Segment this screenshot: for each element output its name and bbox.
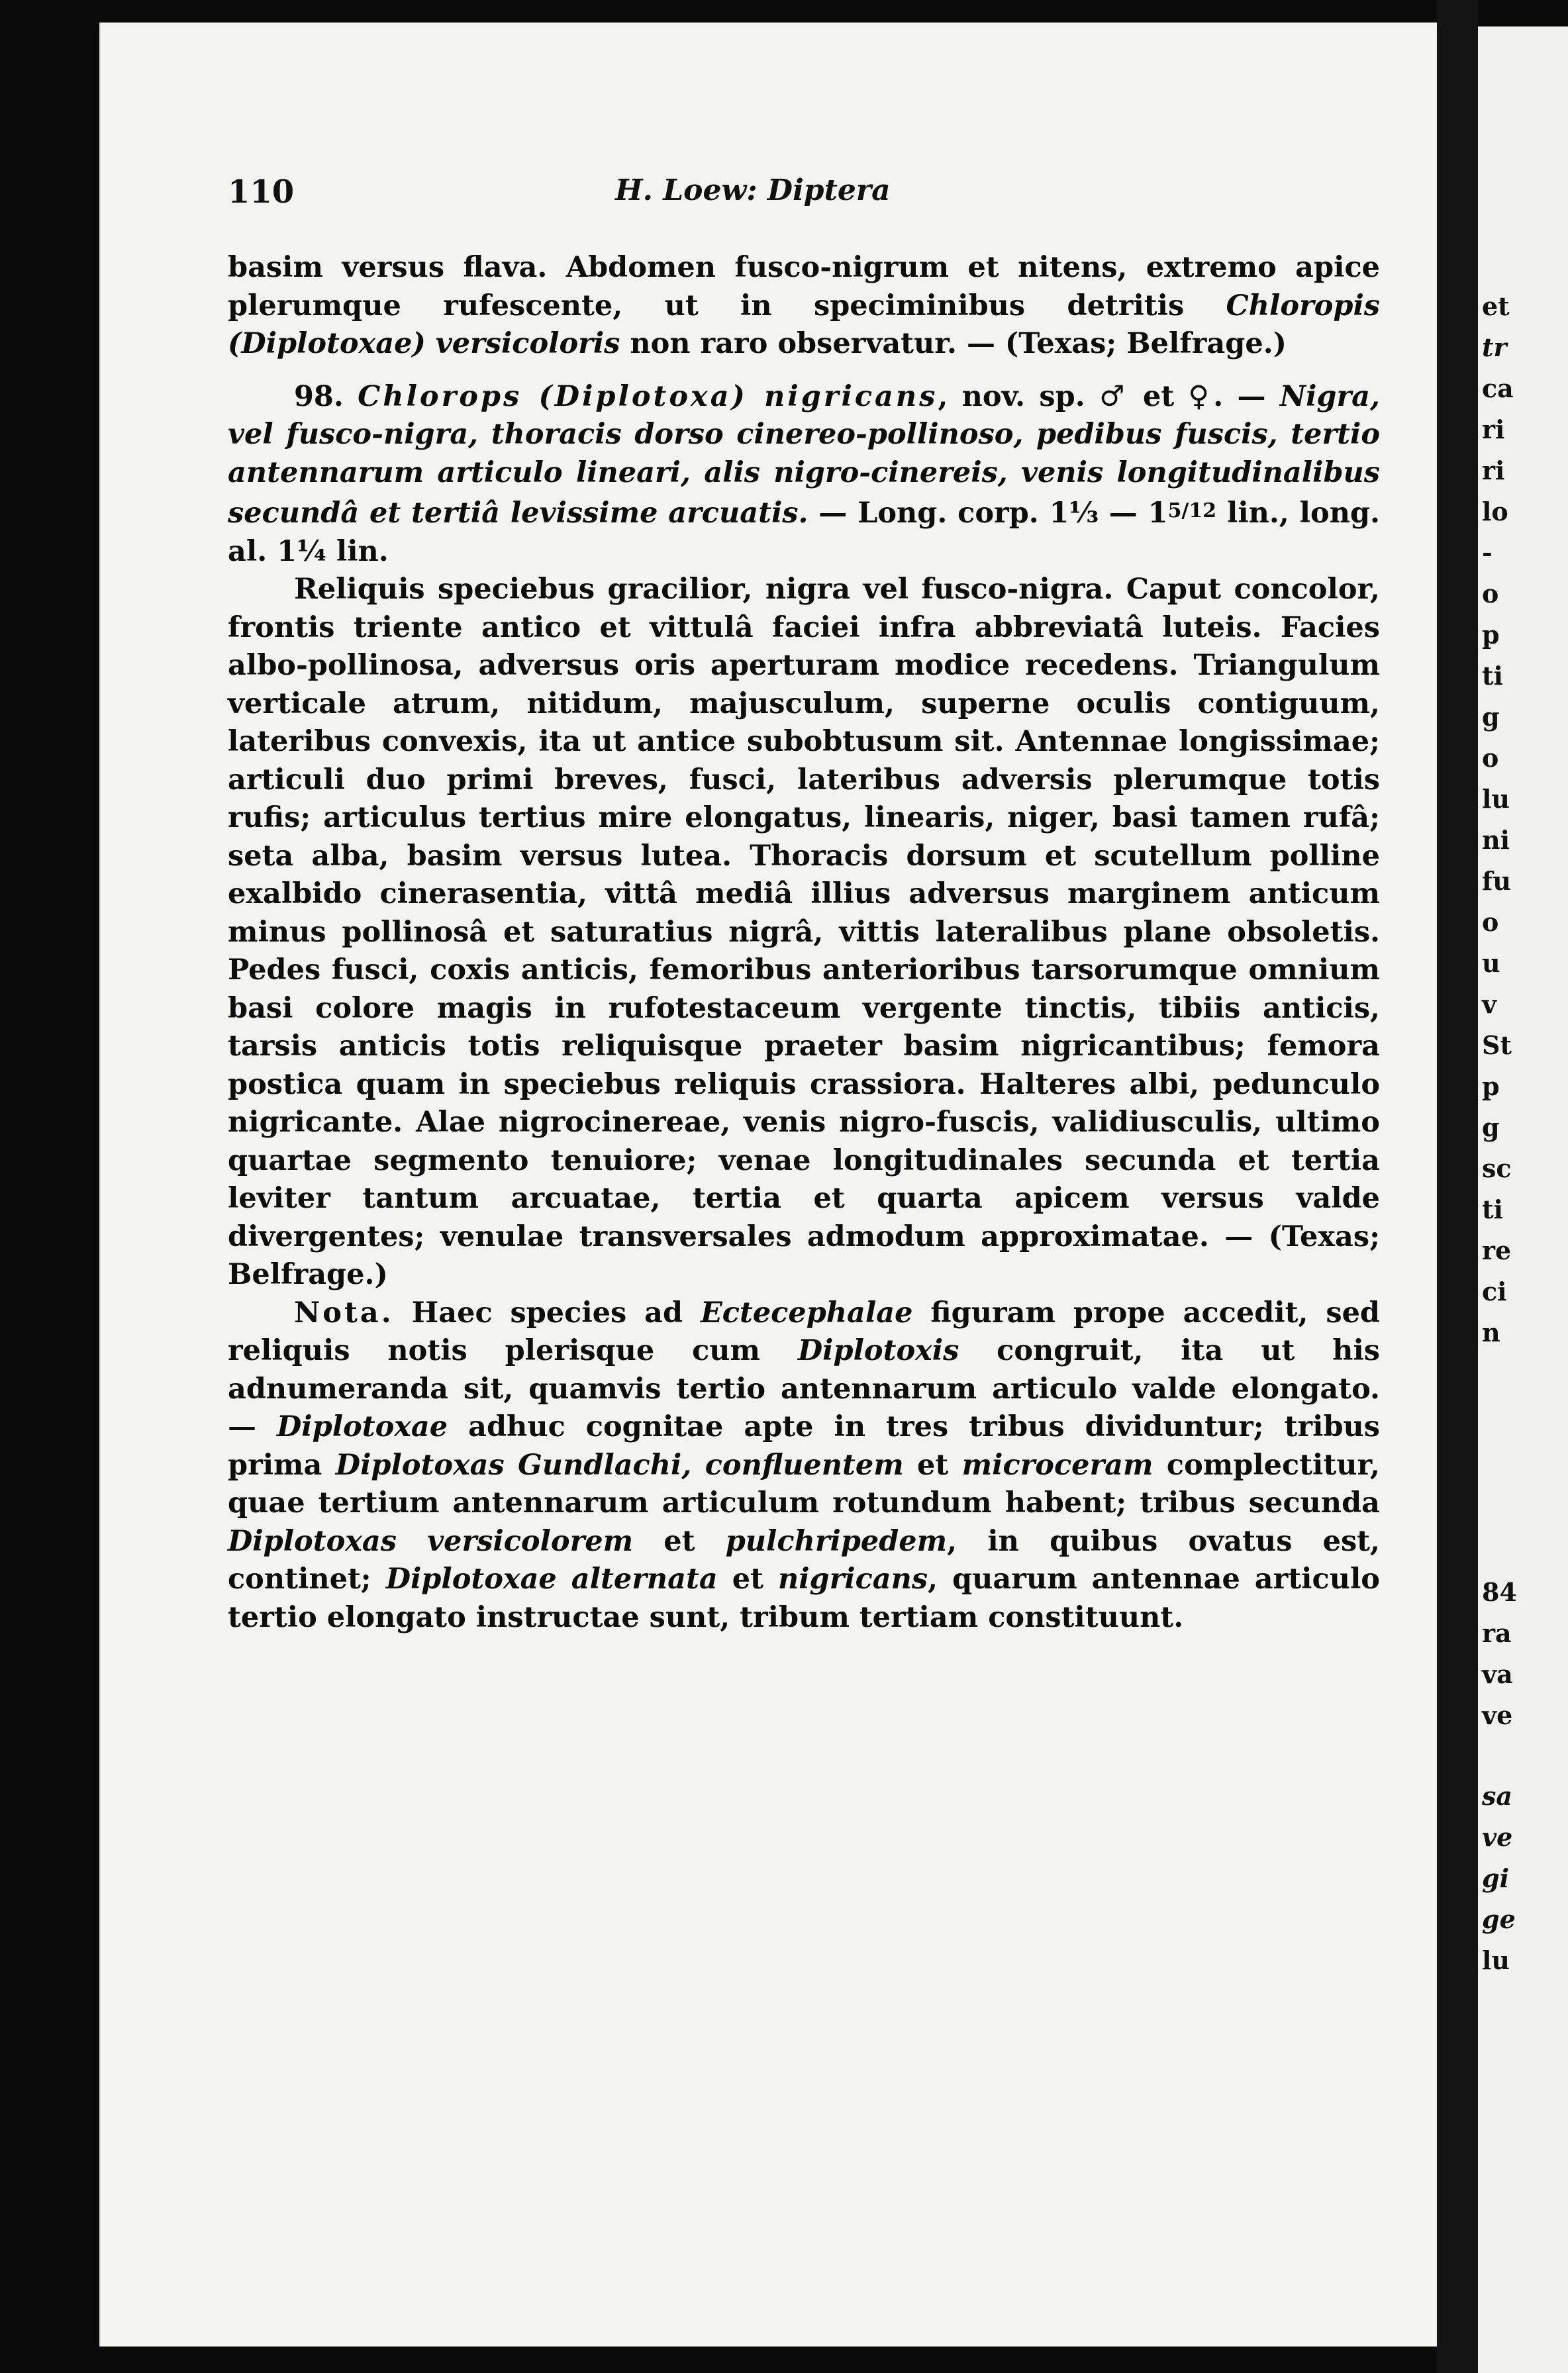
- text-run: congruit, ita ut his adnumeranda sit, quamvis tertio antennarum articulo valde elongato. —: [228, 1334, 1380, 1443]
- text-run: , nov. sp. ♂ et ♀. —: [938, 379, 1280, 413]
- facing-page-fragment: ra: [1482, 1618, 1512, 1648]
- facing-page-fragment: ni: [1482, 825, 1510, 855]
- facing-page-fragment: sc: [1482, 1153, 1512, 1183]
- facing-page-fragment: ve: [1482, 1822, 1513, 1852]
- page-header: [228, 173, 1380, 220]
- taxon: Diplotoxas versicolorem: [228, 1524, 634, 1558]
- nota-label: Nota.: [294, 1296, 394, 1330]
- taxon: nigricans: [777, 1563, 928, 1596]
- fraction: 5/12: [1167, 499, 1217, 522]
- facing-page-fragment: o: [1482, 579, 1499, 608]
- facing-page-fragment: ve: [1482, 1700, 1513, 1730]
- text-run: et: [903, 1448, 962, 1482]
- facing-page-fragment: o: [1482, 907, 1499, 937]
- species-name: Chlorops (Diplotoxa) nigricans: [358, 379, 938, 413]
- species-name: Chloropis (Diplotoxae) versicoloris: [228, 289, 1380, 360]
- facing-page-fragment: 84: [1482, 1577, 1517, 1607]
- facing-page-fragment: -: [1482, 538, 1493, 567]
- facing-page-fragment: lu: [1482, 1945, 1510, 1975]
- facing-page-fragment: v: [1482, 989, 1497, 1019]
- facing-page-fragment: n: [1482, 1318, 1500, 1347]
- facing-page-fragment: ci: [1482, 1277, 1507, 1306]
- species-entry-98: [228, 378, 1380, 571]
- facing-page-fragment: g: [1482, 1112, 1500, 1142]
- species-number: 98.: [294, 379, 358, 413]
- text-run: basim versus flava. Abdomen fusco-nigrum et nitens, extremo apice plerumque rufescente, ut in speciminibus detritis: [228, 251, 1380, 322]
- paragraph-continued: [228, 249, 1380, 363]
- text-run: , in quibus ovatus est, continet;: [228, 1524, 1380, 1596]
- text-run: adhuc cognitae apte in tres tribus dividuntur; tribus prima: [228, 1410, 1380, 1482]
- taxon: Diplotoxas Gundlachi, confluentem: [335, 1448, 904, 1482]
- diagnosis: Nigra, vel fusco-nigra, thoracis dorso cinereo-pollinoso, pedibus fuscis, tertio antennarum articulo lineari, alis nigro-cinereis, venis longitudinalibus secundâ et tertiâ levissime arcuatis.: [228, 379, 1380, 530]
- facing-page-fragment: g: [1482, 702, 1500, 732]
- facing-page-fragment: va: [1482, 1659, 1513, 1689]
- text-run: et: [633, 1524, 726, 1558]
- taxon: pulchripedem: [725, 1524, 948, 1558]
- body-text: [228, 249, 1380, 1637]
- facing-page-fragment: lo: [1482, 497, 1508, 526]
- facing-page-fragment: p: [1482, 620, 1500, 650]
- taxon: Diplotoxae: [277, 1410, 448, 1443]
- taxon: Ectecephalae: [701, 1296, 913, 1330]
- measurement: lin., long. al. 1¼ lin.: [228, 497, 1380, 568]
- facing-page-fragment: ge: [1482, 1904, 1516, 1934]
- taxon: Diplotoxae alternata: [385, 1563, 718, 1596]
- text-run: complectitur, quae tertium antennarum articulum rotundum habent; tribus secunda: [228, 1448, 1381, 1520]
- text-run: figuram prope accedit, sed reliquis notis plerisque cum: [228, 1296, 1380, 1367]
- taxon: Diplotoxis: [797, 1334, 959, 1367]
- facing-page-fragment: St: [1482, 1030, 1512, 1060]
- facing-page-fragment: sa: [1482, 1781, 1513, 1811]
- text-run: et: [717, 1563, 778, 1596]
- description-paragraph: Reliquis speciebus gracilior, nigra vel fusco-nigra. Caput concolor, frontis triente antico et vittulâ faciei infra abbreviatâ luteis. Facies albo-pollinosa, adversus oris aperturam modice recedens. Triangulum verticale atrum, nitidum, majusculum, superne oculis contiguum, lateribus convexis, ita ut antice subobtusum sit. Antennae longissimae; articuli duo primi breves, fusci, lateribus adversis plerumque totis rufis; articulus tertius mire elongatus, linearis, niger, basi tamen rufâ; seta alba, basim versus lutea. Thoracis dorsum et scutellum polline exalbido cinerasentia, vittâ mediâ illius adversus marginem anticum minus pollinosâ et saturatius nigrâ, vittis lateralibus plane obsoletis. Pedes fusci, coxis anticis, femoribus anterioribus tarsorumque omnium basi colore magis in rufotestaceum vergente tinctis, tibiis anticis, tarsis anticis totis reliquisque praeter basim nigricantibus; femora postica quam in speciebus reliquis crassiora. Halteres albi, pedunculo nigricante. Alae nigrocinereae, venis nigro-fuscis, validiusculis, ultimo quartae segmento tenuiore; venae longitudinales secunda et tertia leviter tantum arcuatae, tertia et quarta apicem versus valde divergentes; venulae transversales admodum approximatae. — (Texas; Belfrage.): [228, 573, 1380, 1291]
- nota-paragraph: [228, 1294, 1380, 1637]
- text-run: , quarum antennae articulo tertio elongato instructae sunt, tribum tertiam constituunt.: [228, 1563, 1380, 1634]
- facing-page-strip: [1478, 26, 1568, 2373]
- facing-page-fragment: u: [1482, 948, 1500, 978]
- text-run: non raro observatur. — (Texas; Belfrage.): [620, 327, 1287, 360]
- page-number: 110: [228, 173, 295, 211]
- facing-page-fragment: gi: [1482, 1863, 1510, 1893]
- facing-page-fragment: p: [1482, 1071, 1500, 1101]
- facing-page-fragment: et: [1482, 291, 1510, 321]
- running-title: H. Loew: Diptera: [615, 173, 891, 207]
- facing-page-fragment: ri: [1482, 456, 1505, 485]
- measurement: — Long. corp. 1⅓ — 1: [808, 497, 1168, 530]
- book-gutter: [1437, 0, 1478, 2373]
- facing-page-fragment: o: [1482, 743, 1499, 773]
- facing-page-fragment: tr: [1482, 332, 1507, 362]
- facing-page-fragment: fu: [1482, 866, 1511, 896]
- facing-page-fragment: re: [1482, 1235, 1512, 1265]
- facing-page-fragment: ca: [1482, 373, 1514, 403]
- facing-page-fragment: lu: [1482, 784, 1510, 814]
- facing-page-fragment: ti: [1482, 661, 1503, 691]
- taxon: microceram: [961, 1448, 1153, 1482]
- facing-page-fragment: ri: [1482, 414, 1505, 444]
- facing-page-fragment: ti: [1482, 1194, 1503, 1224]
- text-run: Haec species ad: [393, 1296, 701, 1330]
